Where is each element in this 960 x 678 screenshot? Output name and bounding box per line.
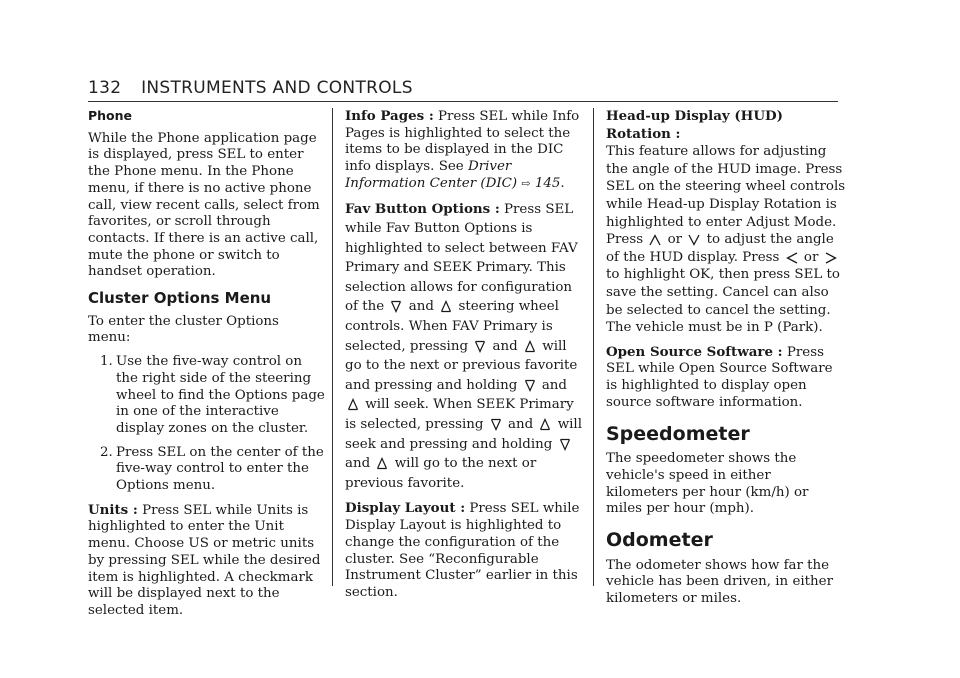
step-number: 2.: [100, 444, 113, 460]
down-arrow-icon: [688, 234, 700, 246]
step-number: 1.: [100, 354, 113, 370]
fav-text: will seek. When SEEK Primary is selected, pressing: [345, 397, 574, 433]
open-source-text: Press SEL while Open Source Software is highlighted to display open source software information.: [606, 344, 833, 410]
step-2: [100, 445, 325, 495]
hud-text: to highlight OK, then press SEL to save the setting. Cancel can also be selected to cancel the setting. The vehicle must be in P (Park).: [606, 267, 840, 336]
open-source-paragraph: [606, 344, 846, 412]
fav-next-icon: [390, 300, 402, 313]
display-layout-paragraph: [345, 500, 585, 601]
fav-next-icon: [490, 418, 502, 431]
odometer-heading: Odometer: [606, 529, 713, 552]
and-word: and: [541, 377, 567, 393]
fav-next-icon: [524, 379, 536, 392]
display-layout-label: Display Layout :: [345, 500, 466, 517]
or-word: or: [803, 249, 819, 265]
fav-text: will seek and pressing and holding: [345, 417, 582, 452]
fav-previous-icon: [347, 398, 359, 411]
cluster-intro: To enter the cluster Options menu:: [88, 313, 279, 346]
units-paragraph: [88, 502, 325, 620]
fav-button-paragraph: [345, 200, 585, 494]
fav-previous-icon: [524, 340, 536, 353]
left-arrow-icon: [786, 252, 798, 264]
step-text: Press SEL on the center of the five-way control to enter the Options menu.: [116, 444, 324, 494]
units-label: Units :: [88, 501, 138, 518]
info-pages-text: Press SEL while Info Pages is highlighted to select the items to be displayed in the DIC info displays. See: [345, 109, 580, 175]
column-divider-2: [593, 108, 594, 586]
page-ref-arrow-icon: ⇨: [521, 176, 531, 190]
fav-previous-icon: [539, 418, 551, 431]
info-pages-label: Info Pages :: [345, 108, 434, 124]
open-source-label: Open Source Software :: [606, 343, 783, 360]
column-divider-1: [332, 108, 333, 586]
right-arrow-icon: [825, 252, 837, 264]
up-arrow-icon: [649, 234, 661, 246]
fav-previous-icon: [440, 300, 452, 313]
display-layout-text: Press SEL while Display Layout is highlighted to change the configuration of the cluster. See “Reconfigurable Instrument Cluster” earlier in this section.: [345, 501, 580, 600]
fav-text: will go to the next or previous favorite and pressing and holding: [345, 338, 578, 393]
step-text: Use the five-way control on the right side of the steering wheel to find the Options page in one of the interactive display zones on the cluster.: [116, 354, 325, 436]
hud-text: This feature allows for adjusting the angle of the HUD image. Press SEL on the steering wheel controls while Head-up Display Rotation is highlighted to enter Adjust Mode. Press: [606, 144, 846, 248]
column-2: [345, 108, 585, 609]
fav-next-icon: [474, 340, 486, 353]
fav-previous-icon: [376, 457, 388, 470]
hud-rotation-label: Head-up Display (HUD) Rotation :: [606, 108, 783, 142]
info-pages-paragraph: [345, 108, 585, 193]
header-rule: [88, 101, 838, 102]
fav-text: will go to the next or previous favorite.: [345, 456, 537, 491]
speedometer-paragraph: The speedometer shows the vehicle's speed in either kilometers per hour (km/h) or miles per hour (mph).: [606, 451, 809, 517]
units-text: Press SEL while Units is highlighted to enter the Unit menu. Choose US or metric units by pressing SEL while the desired item is highlighted. A checkmark will be displayed next to the selected item.: [88, 502, 321, 618]
and-word: and: [345, 456, 371, 472]
phone-heading: Phone: [88, 108, 133, 123]
and-word: and: [507, 417, 534, 433]
fav-next-icon: [559, 438, 571, 451]
hud-text: to adjust the angle of the HUD display. Press: [606, 232, 834, 265]
column-3: [606, 108, 846, 615]
fav-text: steering wheel controls. When FAV Primary is selected, pressing: [345, 299, 559, 354]
column-1: [88, 108, 325, 627]
or-word: or: [667, 232, 683, 248]
fav-button-label: Fav Button Options :: [345, 200, 500, 217]
dic-reference: Driver Information Center (DIC): [345, 159, 518, 191]
dic-page-number: 145: [534, 175, 561, 191]
section-title: INSTRUMENTS AND CONTROLS: [141, 78, 413, 98]
info-pages-end: .: [560, 175, 565, 191]
and-word: and: [492, 338, 518, 354]
odometer-paragraph: The odometer shows how far the vehicle has been driven, in either kilometers or miles.: [606, 557, 833, 607]
speedometer-heading: Speedometer: [606, 422, 750, 445]
cluster-options-heading: Cluster Options Menu: [88, 289, 272, 308]
fav-text: Press SEL while Fav Button Options is highlighted to select between FAV Primary and SEEK Primary. This selection allows for configuration of the: [345, 201, 578, 315]
phone-paragraph: While the Phone application page is displayed, press SEL to enter the Phone menu. In the Phone menu, if there is no active phone call, view recent calls, select from favorites, or scroll through contacts. If there is an active call, mute the phone or switch to handset operation.: [88, 130, 320, 280]
step-1: [100, 354, 325, 438]
hud-rotation-paragraph: [606, 108, 846, 337]
page-number: 132: [88, 78, 122, 98]
and-word: and: [408, 299, 434, 315]
